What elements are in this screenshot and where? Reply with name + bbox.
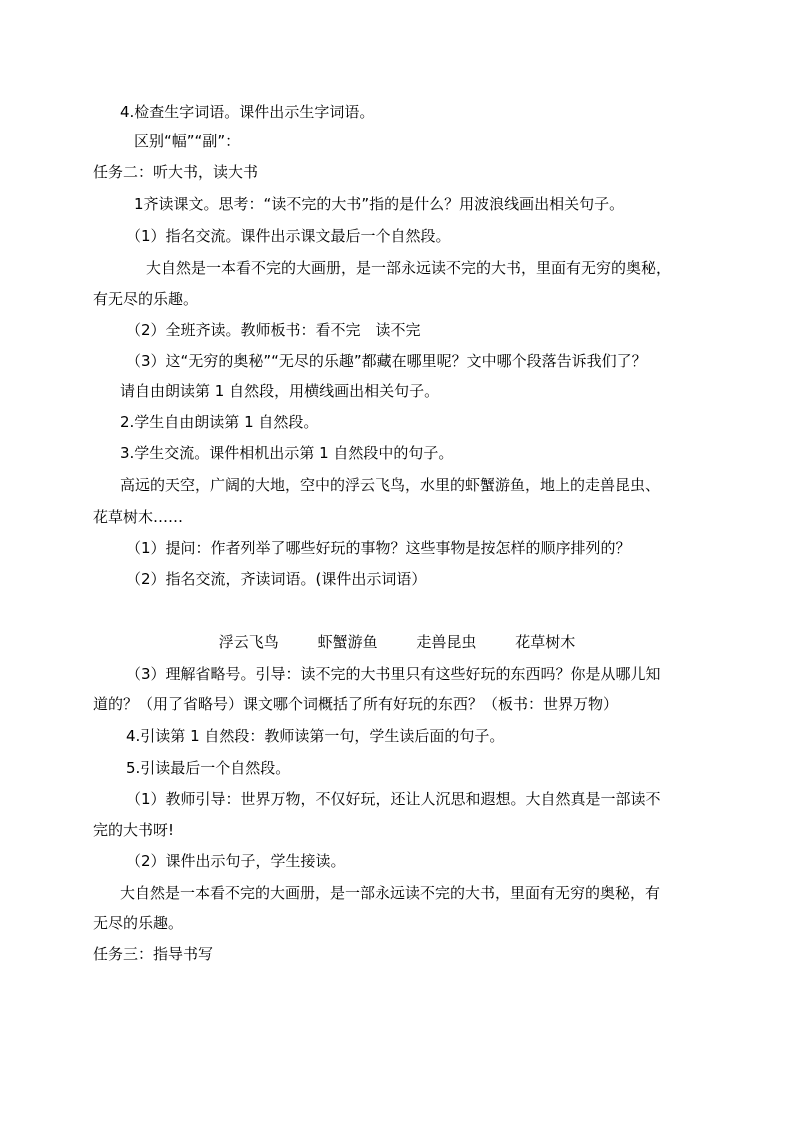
word-item: 虾蟹游鱼 — [317, 633, 378, 651]
text-line: 高远的天空，广阔的大地，空中的浮云飞鸟，水里的虾蟹游鱼，地上的走兽昆虫、 — [120, 476, 661, 494]
text-line: （1）指名交流。课件出示课文最后一个自然段。 — [126, 227, 451, 245]
text-line: 有无尽的乐趣。 — [93, 290, 199, 308]
text-line: 道的？（用了省略号）课文哪个词概括了所有好玩的东西？（板书：世界万物） — [93, 695, 619, 713]
text-line: 无尽的乐趣。 — [93, 914, 184, 932]
text-line: 5.引读最后一个自然段。 — [126, 759, 291, 777]
text-line: （3）这“无穷的奥秘”“无尽的乐趣”都藏在哪里呢？文中哪个段落告诉我们了？ — [126, 352, 647, 370]
text-line: 请自由朗读第 1 自然段，用横线画出相关句子。 — [120, 382, 440, 400]
section-heading: 任务三：指导书写 — [93, 945, 214, 963]
text-line: （2）指名交流，齐读词语。(课件出示词语） — [126, 570, 427, 588]
word-list — [0, 632, 794, 652]
text-line: 4.引读第 1 自然段：教师读第一句，学生读后面的句子。 — [126, 727, 505, 745]
text-line: 完的大书呀! — [93, 821, 175, 839]
text-line: （3）理解省略号。引导：读不完的大书里只有这些好玩的东西吗？你是从哪儿知 — [126, 665, 661, 683]
section-heading: 任务二：听大书，读大书 — [93, 163, 259, 181]
word-item: 走兽昆虫 — [416, 633, 477, 651]
text-line: 区别“幅”“副”： — [134, 132, 241, 150]
text-line: （1）提问：作者列举了哪些好玩的事物？这些事物是按怎样的顺序排列的？ — [126, 539, 631, 557]
text-line: 大自然是一本看不完的大画册，是一部永远读不完的大书，里面有无穷的奥秘，有 — [120, 884, 661, 902]
text-line: 3.学生交流。课件相机出示第 1 自然段中的句子。 — [120, 444, 454, 462]
word-item: 花草树木 — [515, 633, 576, 651]
text-line: 2.学生自由朗读第 1 自然段。 — [120, 413, 319, 431]
text-line: 大自然是一本看不完的大画册，是一部永远读不完的大书，里面有无穷的奥秘， — [146, 259, 672, 277]
text-line: （2）课件出示句子，学生接读。 — [126, 852, 346, 870]
text-line: 4.检查生字词语。课件出示生字词语。 — [120, 103, 375, 121]
text-line: （1）教师引导：世界万物，不仅好玩，还让人沉思和遐想。大自然真是一部读不 — [126, 790, 661, 808]
text-line: （2）全班齐读。教师板书：看不完 读不完 — [126, 321, 421, 339]
word-item: 浮云飞鸟 — [218, 633, 279, 651]
text-line: 花草树木…… — [93, 508, 184, 526]
text-line: 1齐读课文。思考：“读不完的大书”指的是什么？用波浪线画出相关句子。 — [134, 195, 625, 213]
